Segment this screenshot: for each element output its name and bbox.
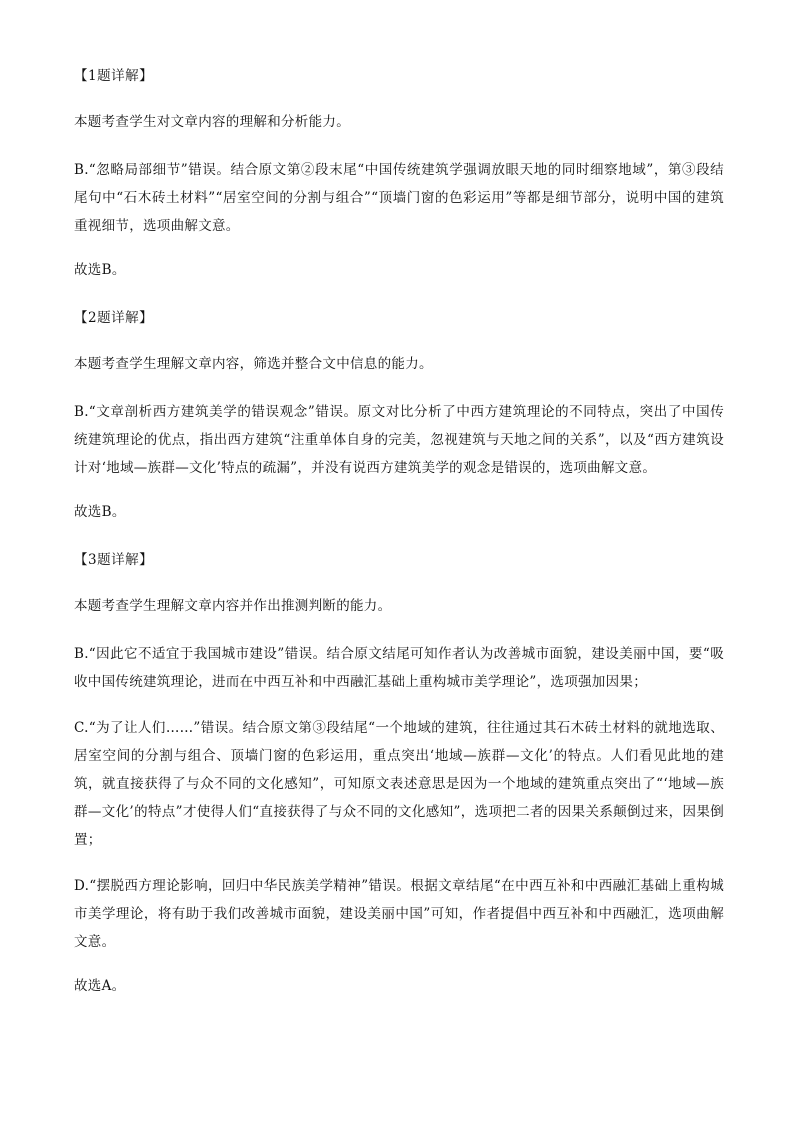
answer-conclusion: 故选A。 (74, 978, 126, 994)
section-question-3 (74, 548, 724, 998)
section-intro: 本题考查学生理解文章内容，筛选并整合文中信息的能力。 (74, 356, 433, 372)
analysis-paragraph: C.“为了让人们……”错误。结合原文第③段结尾“一个地域的建筑，往往通过其石木砖土材料的就地选取、居室空间的分割与组合、顶墙门窗的色彩运用，重点突出‘地域—族群—文化’的特点。人们看见此地的建筑，就直接获得了与众不同的文化感知”，可知原文表述意思是因为一个地域的建筑重点突出了“‘地域—族群—文化’的特点”才使得人们“直接获得了与众不同的文化感知”，选项把二者的因果关系颠倒过来，因果倒置； (74, 720, 724, 848)
analysis-paragraph: D.“摆脱西方理论影响，回归中华民族美学精神”错误。根据文章结尾“在中西互补和中西融汇基础上重构城市美学理论，将有助于我们改善城市面貌，建设美丽中国”可知，作者提倡中西互补和中西融汇，选项曲解文意。 (74, 878, 724, 950)
section-question-1 (74, 64, 724, 282)
section-heading: 【1题详解】 (74, 68, 154, 84)
answer-conclusion: 故选B。 (74, 504, 126, 520)
analysis-paragraph: B.“忽略局部细节”错误。结合原文第②段末尾“中国传统建筑学强调放眼天地的同时细察地域”，第③段结尾句中“石木砖土材料”“居室空间的分割与组合”“顶墙门窗的色彩运用”等都是细节部分，说明中国的建筑重视细节，选项曲解文意。 (74, 162, 724, 234)
section-heading: 【2题详解】 (74, 310, 154, 326)
section-heading: 【3题详解】 (74, 552, 154, 568)
section-intro: 本题考查学生理解文章内容并作出推测判断的能力。 (74, 598, 392, 614)
analysis-paragraph: B.“因此它不适宜于我国城市建设”错误。结合原文结尾可知作者认为改善城市面貌，建设美丽中国，要“吸收中国传统建筑理论，进而在中西互补和中西融汇基础上重构城市美学理论”，选项强加因果； (74, 646, 724, 690)
section-intro: 本题考查学生对文章内容的理解和分析能力。 (74, 114, 350, 130)
analysis-paragraph: B.“文章剖析西方建筑美学的错误观念”错误。原文对比分析了中西方建筑理论的不同特点，突出了中国传统建筑理论的优点，指出西方建筑“注重单体自身的完美，忽视建筑与天地之间的关系”，以及“西方建筑设计对‘地域—族群—文化’特点的疏漏”，并没有说西方建筑美学的观念是错误的，选项曲解文意。 (74, 404, 724, 476)
document-page (74, 64, 724, 1022)
section-question-2 (74, 306, 724, 524)
answer-conclusion: 故选B。 (74, 262, 126, 278)
